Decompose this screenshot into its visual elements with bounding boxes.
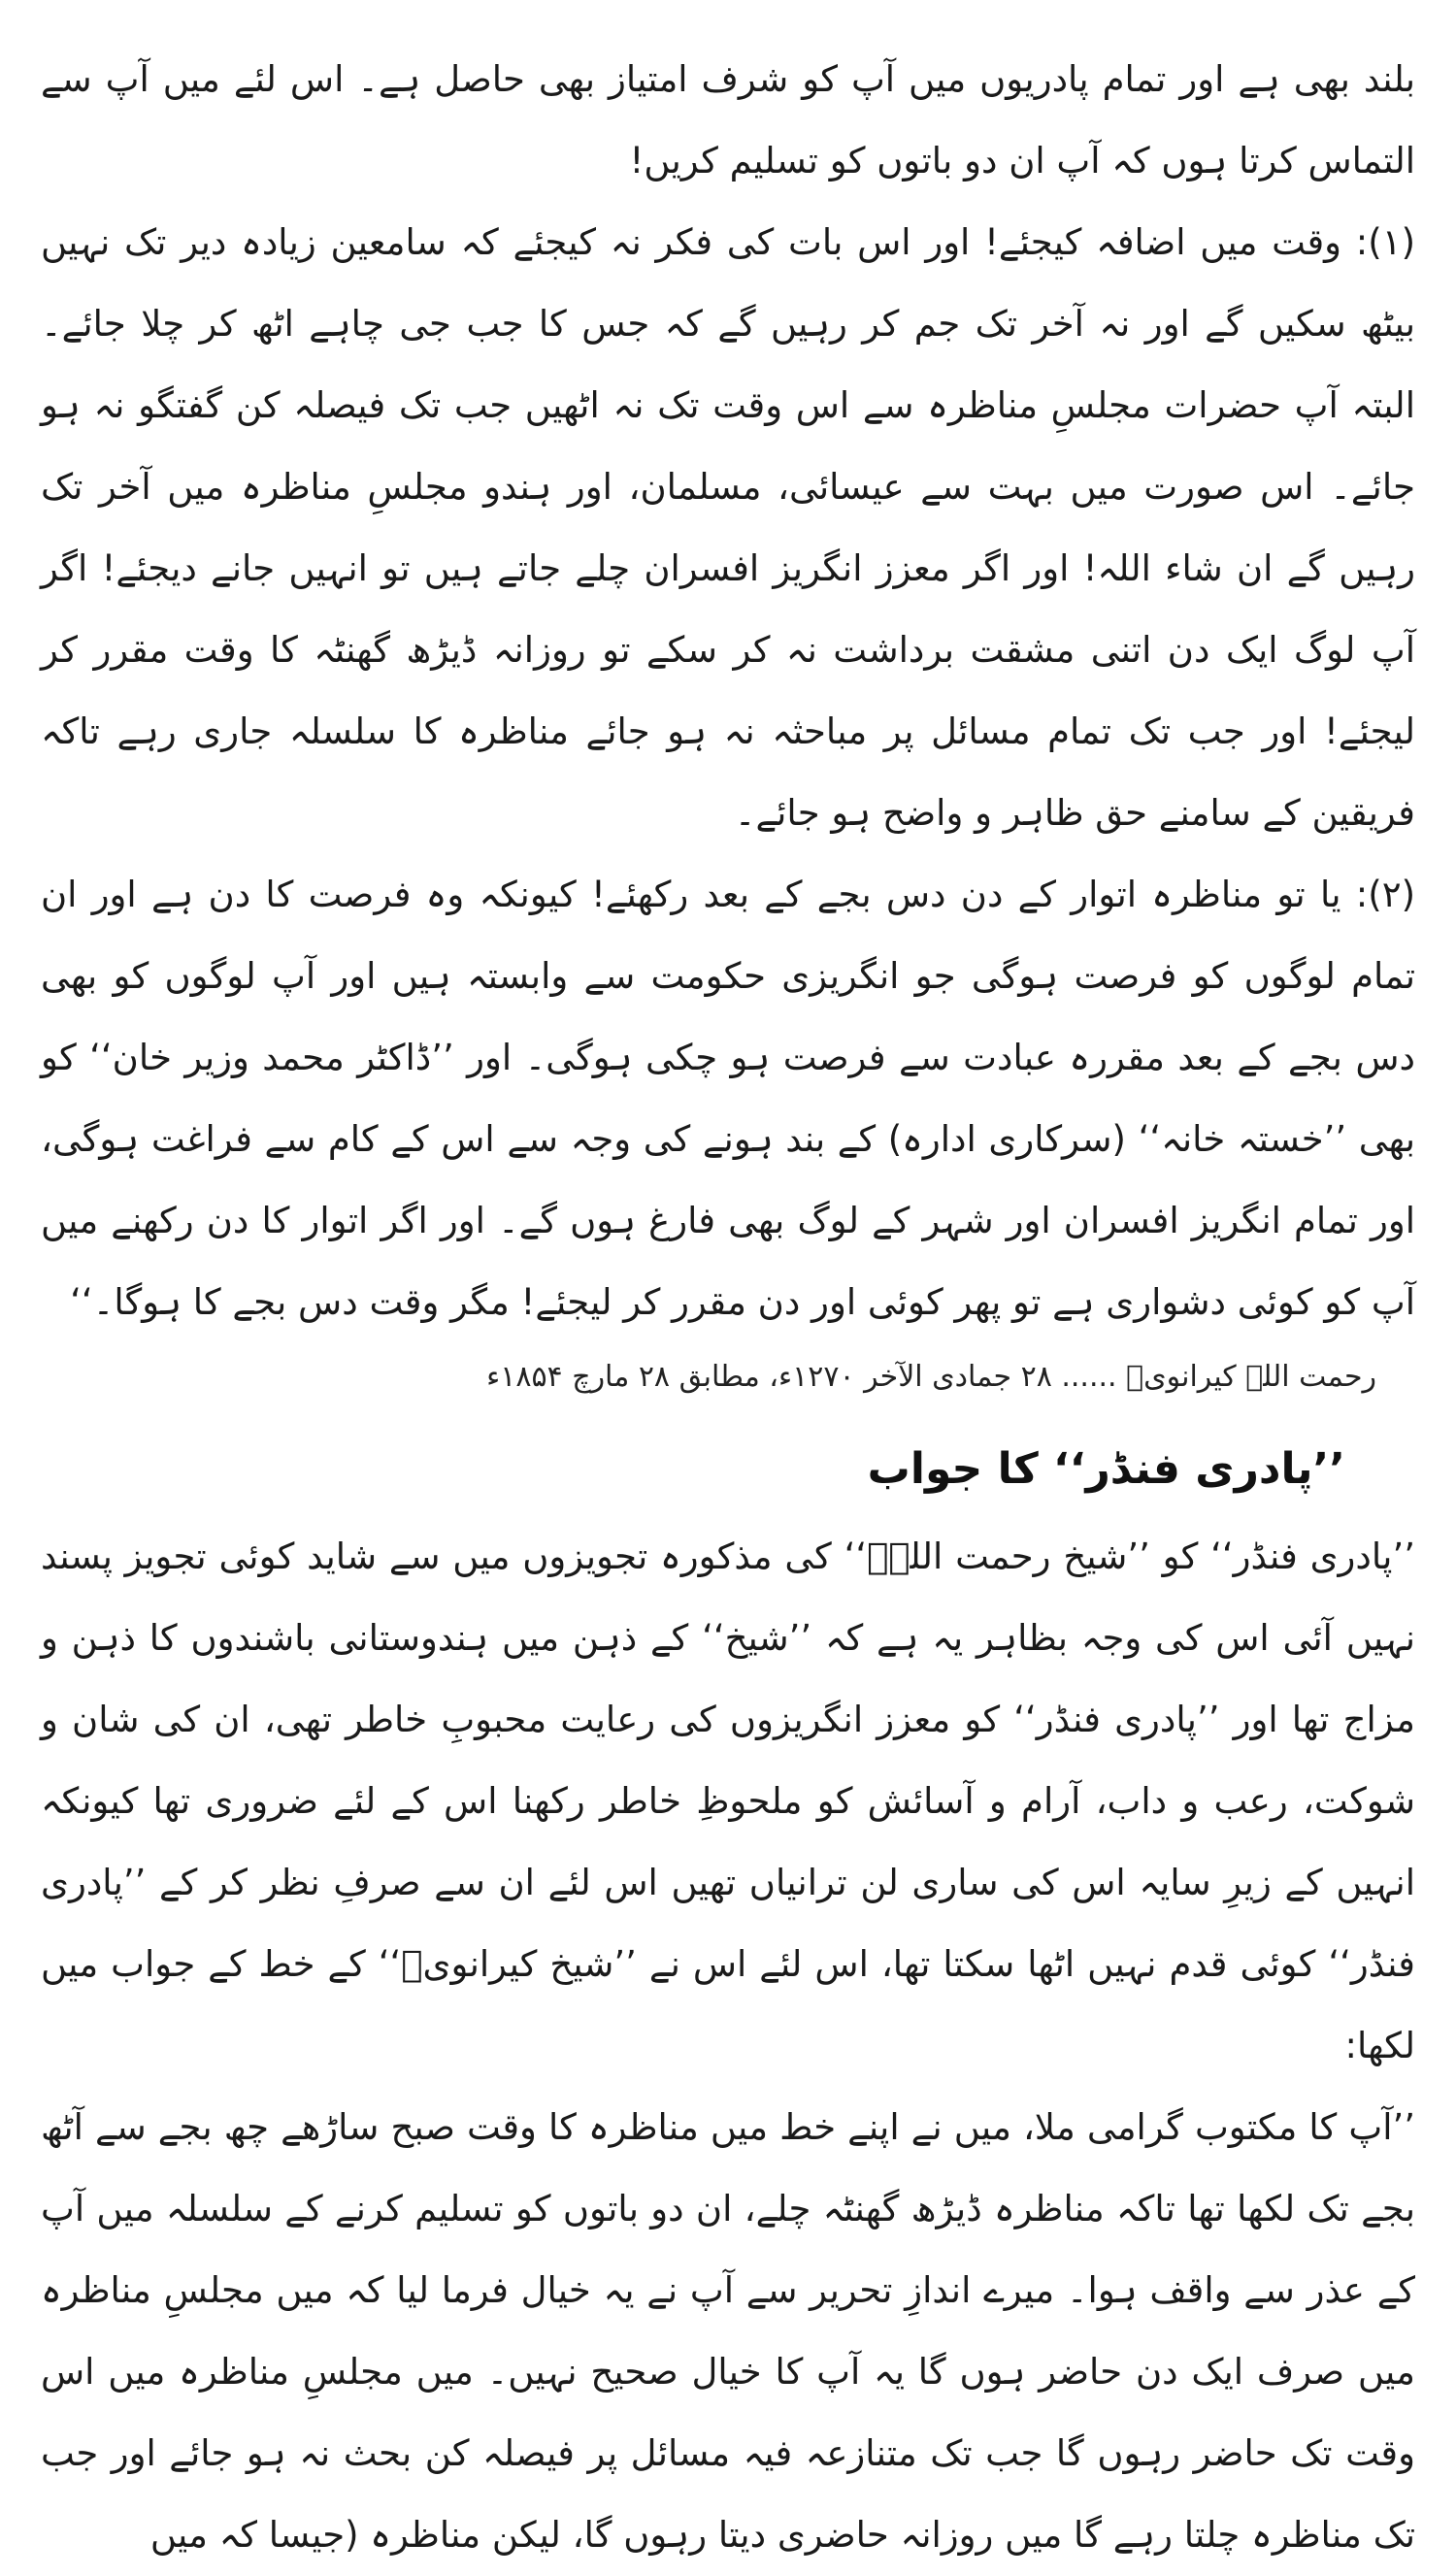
letter-signature-text: رحمت اللہ کیرانویؒ ...... ۲۸ جمادی الآخر ۱۲۷۰ء، مطابق ۲۸ مارچ ۱۸۵۴ء — [486, 1360, 1376, 1394]
paragraph-proposal-1 — [41, 202, 1415, 854]
paragraph-proposal-2-text: (۲): یا تو مناظرہ اتوار کے دن دس بجے کے بعد رکھئے! کیونکہ وہ فرصت کا دن ہے اور ان تمام لوگوں کو فرصت ہوگی جو انگریزی حکومت سے وابستہ ہیں اور آپ لوگوں کو بھی دس بجے کے بعد مقررہ عبادت سے فرصت ہو چکی ہوگی۔ اور ’’ڈاکٹر محمد وزیر خان‘‘ کو بھی ’’خستہ خانہ‘‘ (سرکاری ادارہ) کے بند ہونے کی وجہ سے اس کے کام سے فراغت ہوگی، اور تمام انگریز افسران اور شہر کے لوگ بھی فارغ ہوں گے۔ اور اگر اتوار کا دن رکھنے میں آپ کو کوئی دشواری ہے تو پھر کوئی اور دن مقرر کر لیجئے! مگر وقت دس بجے کا ہوگا۔‘‘ — [41, 874, 1415, 1323]
paragraph-opening-text: بلند بھی ہے اور تمام پادریوں میں آپ کو شرف امتیاز بھی حاصل ہے۔ اس لئے میں آپ سے التماس کرتا ہوں کہ آپ ان دو باتوں کو تسلیم کریں! — [41, 58, 1415, 182]
paragraph-opening — [41, 39, 1415, 202]
letter-signature — [41, 1349, 1376, 1405]
paragraph-reply-letter — [41, 2087, 1415, 2576]
paragraph-reply-letter-text: ’’آپ کا مکتوب گرامی ملا، میں نے اپنے خط میں مناظرہ کا وقت صبح ساڑھے چھ بجے سے آٹھ بجے تک لکھا تھا تاکہ مناظرہ ڈیڑھ گھنٹہ چلے، ان دو باتوں کو تسلیم کرنے کے سلسلہ میں آپ کے عذر سے واقف ہوا۔ میرے اندازِ تحریر سے آپ نے یہ خیال فرما لیا کہ میں مجلسِ مناظرہ میں صرف ایک دن حاضر ہوں گا یہ آپ کا خیال صحیح نہیں۔ میں مجلسِ مناظرہ میں اس وقت تک حاضر رہوں گا جب تک متنازعہ فیہ مسائل پر فیصلہ کن بحث نہ ہو جائے اور جب تک مناظرہ چلتا رہے گا میں روزانہ حاضری دیتا رہوں گا، لیکن مناظرہ (جیسا کہ میں — [41, 2106, 1415, 2556]
paragraph-proposal-1-text: (۱): وقت میں اضافہ کیجئے! اور اس بات کی فکر نہ کیجئے کہ سامعین زیادہ دیر تک نہیں بیٹھ سکیں گے اور نہ آخر تک جم کر رہیں گے کہ جس کا جب جی چاہے اٹھ کر چلا جائے۔ البتہ آپ حضرات مجلسِ مناظرہ سے اس وقت تک نہ اٹھیں جب تک فیصلہ کن گفتگو نہ ہو جائے۔ اس صورت میں بہت سے عیسائی، مسلمان، اور ہندو مجلسِ مناظرہ میں آخر تک رہیں گے ان شاء اللہ! اور اگر معزز انگریز افسران چلے جاتے ہیں تو انہیں جانے دیجئے! اگر آپ لوگ ایک دن اتنی مشقت برداشت نہ کر سکے تو روزانہ ڈیڑھ گھنٹہ کا وقت مقرر کر لیجئے! اور جب تک تمام مسائل پر مباحثہ نہ ہو جائے مناظرہ کا سلسلہ جاری رہے تاکہ فریقین کے سامنے حق ظاہر و واضح ہو جائے۔ — [41, 221, 1415, 834]
paragraph-proposal-2 — [41, 854, 1415, 1343]
section-heading — [41, 1431, 1345, 1508]
paragraph-commentary — [41, 1516, 1415, 2087]
section-heading-text: ’’پادری فنڈر‘‘ کا جواب — [867, 1444, 1345, 1494]
paragraph-commentary-text: ’’پادری فنڈر‘‘ کو ’’شیخ رحمت اللہؒ‘‘ کی مذکورہ تجویزوں میں سے شاید کوئی تجویز پسند نہیں آئی اس کی وجہ بظاہر یہ ہے کہ ’’شیخ‘‘ کے ذہن میں ہندوستانی باشندوں کا ذہن و مزاج تھا اور ’’پادری فنڈر‘‘ کو معزز انگریزوں کی رعایت محبوبِ خاطر تھی، ان کی شان و شوکت، رعب و داب، آرام و آسائش کو ملحوظِ خاطر رکھنا اس کے لئے ضروری تھا کیونکہ انہیں کے زیرِ سایہ اس کی ساری لن ترانیاں تھیں اس لئے ان سے صرفِ نظر کر کے ’’پادری فنڈر‘‘ کوئی قدم نہیں اٹھا سکتا تھا، اس لئے اس نے ’’شیخ کیرانویؒ‘‘ کے خط کے جواب میں لکھا: — [41, 1536, 1415, 2066]
